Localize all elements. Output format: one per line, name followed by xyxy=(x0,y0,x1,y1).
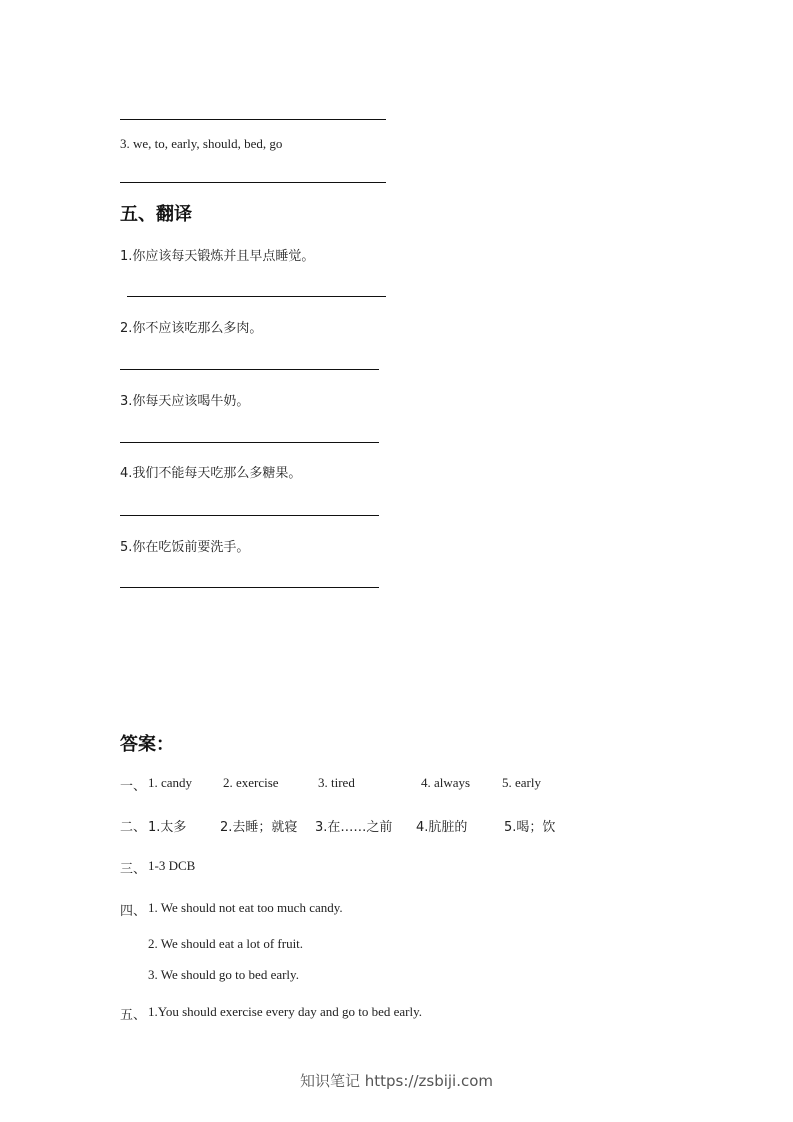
answer-row-1-item: 3. tired xyxy=(318,775,355,790)
answer-row-2-prefix: 二、 xyxy=(120,820,147,835)
answer-row-1-item: 2. exercise xyxy=(223,775,279,790)
answer-line-5-1 xyxy=(127,296,386,297)
question-4-3: 3. we, to, early, should, bed, go xyxy=(120,136,283,151)
answer-row-4-prefix: 四、 xyxy=(120,904,147,919)
answer-row-2-item: 5.喝；饮 xyxy=(504,820,556,835)
answer-line-5-5 xyxy=(120,587,379,588)
translation-item-1: 1.你应该每天锻炼并且早点睡觉。 xyxy=(120,249,315,264)
translation-item-2: 2.你不应该吃那么多肉。 xyxy=(120,321,263,336)
answer-row-1-item: 5. early xyxy=(502,775,541,790)
answer-line-4-3 xyxy=(120,182,386,183)
answer-row-2-item: 2.去睡；就寝 xyxy=(220,820,298,835)
answer-row-5-text: 1.You should exercise every day and go to bed early. xyxy=(148,1004,423,1019)
answer-line-5-2 xyxy=(120,369,379,370)
answer-row-4-line: 2. We should eat a lot of fruit. xyxy=(148,936,304,951)
translation-item-5: 5.你在吃饭前要洗手。 xyxy=(120,540,250,555)
answer-row-2-item: 4.肮脏的 xyxy=(416,820,468,835)
answer-row-4-line: 3. We should go to bed early. xyxy=(148,967,299,982)
answer-row-5-prefix: 五、 xyxy=(120,1008,147,1023)
footer-watermark: 知识笔记 https://zsbiji.com xyxy=(299,1072,494,1090)
translation-item-3: 3.你每天应该喝牛奶。 xyxy=(120,394,250,409)
translation-item-4: 4.我们不能每天吃那么多糖果。 xyxy=(120,466,302,481)
answer-row-2-item: 1.太多 xyxy=(148,820,187,835)
answer-line-5-3 xyxy=(120,442,379,443)
answer-line-4-2 xyxy=(120,119,386,120)
answer-row-1-item: 4. always xyxy=(421,775,471,790)
answer-row-1-prefix: 一、 xyxy=(120,779,147,794)
answer-row-3-prefix: 三、 xyxy=(120,862,147,877)
answer-row-2-item: 3.在……之前 xyxy=(315,820,393,835)
answer-row-1-item: 1. candy xyxy=(148,775,193,790)
section-5-title: 五、翻译 xyxy=(120,204,192,225)
answer-row-4-line: 1. We should not eat too much candy. xyxy=(148,900,343,915)
answer-row-3-text: 1-3 DCB xyxy=(148,858,196,873)
answers-title: 答案： xyxy=(120,734,174,755)
answer-line-5-4 xyxy=(120,515,379,516)
